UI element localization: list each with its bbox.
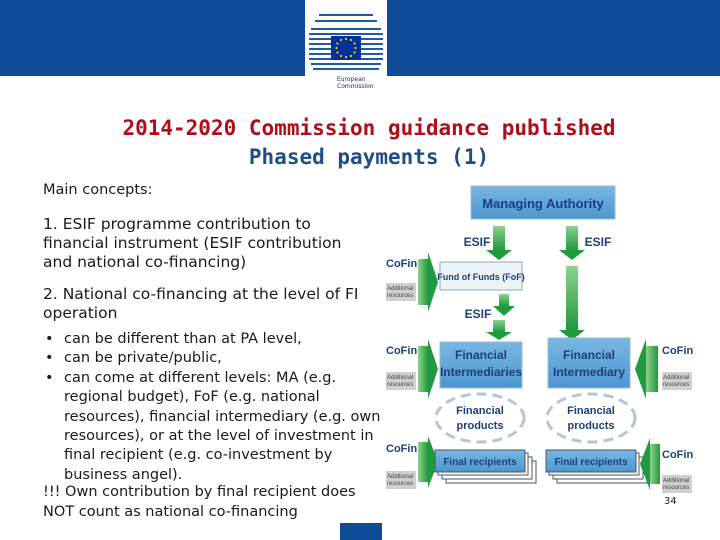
final-recipients-right-label: Final recipients [554,457,628,468]
bullet-list [43,330,383,485]
list-item: • can be different than at PA level, [43,330,383,349]
cofin-label: CoFin [386,345,418,357]
additional-resources-label: Additional resources [387,286,414,299]
left-arrow-icon [635,339,658,399]
final-recipients-left-label: Final recipients [443,457,517,468]
logo-text: European Commission [337,76,374,90]
page-number: 34 [664,496,677,507]
additional-resources-label: Additional resources [663,478,690,491]
additional-resources-label: Additional resources [387,474,414,487]
cofin-label: CoFin [662,449,694,461]
esif-label-right: ESIF [584,235,612,249]
cofin-label: CoFin [386,258,418,270]
european-commission-logo [305,0,387,100]
down-arrow-icon [559,226,585,260]
esif-label-middle: ESIF [464,307,492,321]
cycle-arrow-icon [436,394,524,442]
list-item: • can be private/public, [43,349,383,368]
cofin-label: CoFin [662,345,694,357]
commission-building-icon [305,0,387,76]
cycle-arrow-icon [547,394,635,442]
financial-intermediary-right-box [548,338,630,388]
page-title: 2014-2020 Commission guidance published [122,116,616,140]
additional-resources-label: Additional resources [663,375,690,388]
esif-label-left: ESIF [463,235,491,249]
right-arrow-icon [418,339,438,399]
financial-intermediary-right-label: Financial Intermediary [552,348,626,379]
financial-products-right-label: Financial products [567,405,615,432]
note-text: !!! Own contribution by final recipient does NOT count as national co-financing [43,484,356,520]
financial-intermediaries-left-label: Financial Intermediaries [439,348,523,379]
financial-products-left-label: Financial products [456,405,504,432]
fund-of-funds-label: Fund of Funds (FoF) [437,272,525,282]
page-subtitle: Phased payments (1) [248,145,490,169]
point-2: 2. National co-financing at the level of FI operation [43,285,359,322]
down-arrow-icon [559,266,585,340]
bottom-decoration [0,520,720,540]
intro-text: Main concepts: [43,182,153,198]
cofin-label: CoFin [386,443,418,455]
additional-resources-label: Additional resources [387,375,414,388]
right-arrow-icon [418,252,438,312]
down-arrow-icon [486,320,512,340]
managing-authority-label: Managing Authority [482,196,604,211]
list-item: • can come at different levels: MA (e.g. regional budget), FoF (e.g. national resources), financial intermediary (e.g. own resources), or at the level of investment in final recipient (e.g. co-investment by business angel). [43,369,383,485]
fund-flow-diagram [380,180,710,500]
down-arrow-icon [493,294,515,316]
point-1: 1. ESIF programme contribution to financial instrument (ESIF contribution and national co-financing) [43,215,342,271]
